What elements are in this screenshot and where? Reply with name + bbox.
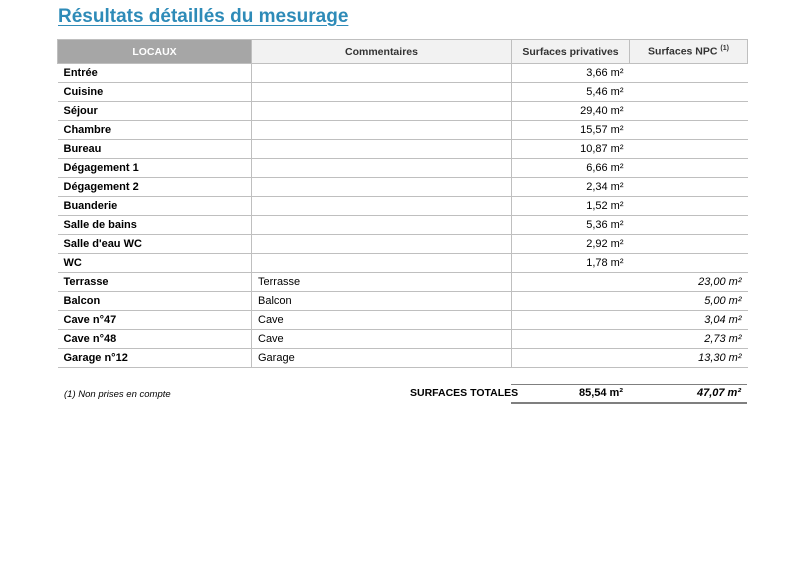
cell-surface-npc [630, 121, 748, 140]
cell-local: Buanderie [58, 197, 252, 216]
table-row [58, 235, 748, 254]
surfaces-npc-label: Surfaces NPC [648, 45, 718, 58]
cell-comment: Cave [252, 330, 512, 349]
cell-local: Cuisine [58, 83, 252, 102]
cell-surface-privative [512, 349, 630, 368]
cell-comment [252, 197, 512, 216]
cell-surface-privative: 2,92 m² [512, 235, 630, 254]
table-header-row [58, 40, 748, 64]
cell-surface-npc: 23,00 m² [630, 273, 748, 292]
cell-local: Balcon [58, 292, 252, 311]
cell-surface-npc [630, 254, 748, 273]
cell-surface-npc [630, 235, 748, 254]
page-title: Résultats détaillés du mesurage [58, 6, 349, 27]
cell-local: Salle d'eau WC [58, 235, 252, 254]
cell-local: Séjour [58, 102, 252, 121]
cell-surface-privative: 1,52 m² [512, 197, 630, 216]
measurement-table [57, 39, 748, 368]
table-row [58, 330, 748, 349]
cell-surface-privative [512, 292, 630, 311]
cell-surface-npc [630, 83, 748, 102]
cell-surface-privative: 6,66 m² [512, 159, 630, 178]
column-header-surfaces-privatives: Surfaces privatives [512, 40, 630, 64]
cell-surface-npc [630, 216, 748, 235]
table-row [58, 349, 748, 368]
cell-local: Cave n°47 [58, 311, 252, 330]
cell-surface-npc: 5,00 m² [630, 292, 748, 311]
cell-local: Bureau [58, 140, 252, 159]
table-row [58, 102, 748, 121]
cell-comment [252, 235, 512, 254]
cell-surface-privative [512, 273, 630, 292]
cell-surface-npc: 3,04 m² [630, 311, 748, 330]
cell-comment [252, 178, 512, 197]
cell-comment [252, 216, 512, 235]
cell-surface-npc: 13,30 m² [630, 349, 748, 368]
table-row [58, 178, 748, 197]
column-header-surfaces-npc [630, 40, 748, 64]
cell-comment: Terrasse [252, 273, 512, 292]
totals-label: SURFACES TOTALES [410, 387, 519, 399]
table-row [58, 197, 748, 216]
cell-local: Dégagement 2 [58, 178, 252, 197]
cell-surface-npc [630, 159, 748, 178]
footnote: (1) Non prises en compte [64, 389, 171, 400]
cell-local: Cave n°48 [58, 330, 252, 349]
table-row [58, 83, 748, 102]
cell-surface-privative: 1,78 m² [512, 254, 630, 273]
cell-comment [252, 121, 512, 140]
cell-surface-privative: 3,66 m² [512, 64, 630, 83]
table-row [58, 64, 748, 83]
cell-surface-npc [630, 140, 748, 159]
table-row [58, 254, 748, 273]
cell-surface-privative [512, 311, 630, 330]
column-header-commentaires: Commentaires [252, 40, 512, 64]
total-surfaces-privatives: 85,54 m² [511, 384, 629, 404]
cell-local: Salle de bains [58, 216, 252, 235]
surfaces-npc-note-marker: (1) [720, 45, 729, 53]
cell-local: Entrée [58, 64, 252, 83]
cell-comment [252, 159, 512, 178]
column-header-locaux: LOCAUX [58, 40, 252, 64]
cell-local: Dégagement 1 [58, 159, 252, 178]
cell-surface-privative: 10,87 m² [512, 140, 630, 159]
cell-comment [252, 64, 512, 83]
table-row [58, 159, 748, 178]
cell-surface-privative: 15,57 m² [512, 121, 630, 140]
cell-surface-npc: 2,73 m² [630, 330, 748, 349]
cell-comment: Cave [252, 311, 512, 330]
cell-surface-privative: 29,40 m² [512, 102, 630, 121]
cell-local: Chambre [58, 121, 252, 140]
cell-comment [252, 140, 512, 159]
cell-local: Terrasse [58, 273, 252, 292]
total-surfaces-npc: 47,07 m² [629, 384, 747, 404]
cell-comment [252, 83, 512, 102]
cell-surface-npc [630, 64, 748, 83]
table-row [58, 140, 748, 159]
table-row [58, 311, 748, 330]
table-row [58, 216, 748, 235]
cell-local: Garage n°12 [58, 349, 252, 368]
table-row [58, 292, 748, 311]
cell-surface-privative: 2,34 m² [512, 178, 630, 197]
cell-comment: Balcon [252, 292, 512, 311]
cell-comment [252, 254, 512, 273]
cell-surface-npc [630, 197, 748, 216]
cell-comment [252, 102, 512, 121]
table-row [58, 273, 748, 292]
cell-surface-privative: 5,46 m² [512, 83, 630, 102]
cell-local: WC [58, 254, 252, 273]
cell-surface-privative [512, 330, 630, 349]
cell-surface-npc [630, 102, 748, 121]
table-body [58, 64, 748, 368]
cell-comment: Garage [252, 349, 512, 368]
cell-surface-npc [630, 178, 748, 197]
table-row [58, 121, 748, 140]
cell-surface-privative: 5,36 m² [512, 216, 630, 235]
